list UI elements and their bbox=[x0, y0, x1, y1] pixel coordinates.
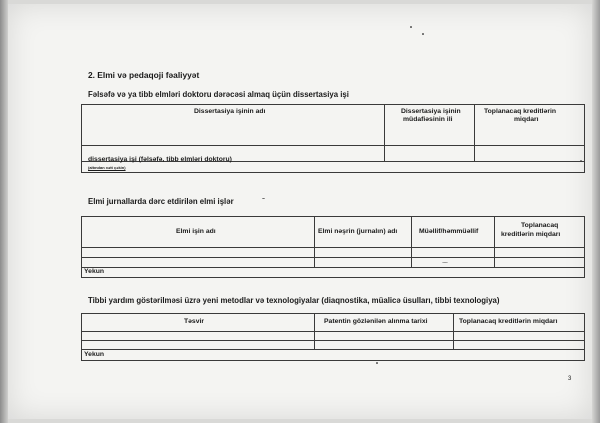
scan-speck bbox=[376, 362, 378, 364]
scan-edge-right bbox=[592, 0, 600, 423]
column-header-journal-name: Elmi nəşrin (jurnalın) adı bbox=[318, 228, 398, 235]
column-header-dissertation-title: Dissertasiya işinin adı bbox=[194, 108, 266, 115]
dissertation-heading: Fəlsəfə və ya tibb elmləri doktoru dərəcəsi almaq üçün dissertasiya işi bbox=[88, 90, 349, 99]
scan-speck bbox=[410, 26, 412, 28]
column-header-defense-year-line-1: Dissertasiya işinin bbox=[401, 108, 461, 115]
section-title: 2. Elmi və pedaqoji fəaliyyət bbox=[88, 70, 200, 80]
scan-edge-left bbox=[0, 0, 8, 423]
scan-speck bbox=[422, 33, 424, 35]
column-header-credits: Toplanacaq kreditlərin miqdarı bbox=[459, 318, 558, 325]
document-page bbox=[8, 4, 592, 419]
medical-heading: Tibbi yardım göstərilməsi üzrə yeni metodlar və texnologiyalar (diaqnostika, müalicə üsulları, tibbi texnologiya) bbox=[88, 296, 500, 305]
column-header-patent-date: Patentin gözlənilən alınma tarixi bbox=[324, 318, 428, 325]
scan-speck bbox=[442, 262, 448, 263]
column-header-credits-line-1: Toplanacaq bbox=[521, 222, 559, 229]
column-header-credits-line-2: kreditlərin miqdarı bbox=[501, 231, 561, 238]
journals-heading: Elmi jurnallarda dərc etdirilən elmi işlər bbox=[88, 197, 234, 206]
page-number: 3 bbox=[568, 376, 572, 382]
scan-speck bbox=[262, 198, 265, 199]
column-header-work-title: Elmi işin adı bbox=[176, 228, 216, 235]
journals-total-label: Yekun bbox=[84, 268, 105, 275]
column-header-author: Müəllif/həmmüəllif bbox=[419, 228, 479, 235]
dissertation-footer-label: dissertasiya işi (fəlsəfə, tibb elmləri doktoru) bbox=[88, 156, 232, 163]
column-header-description: Təsvir bbox=[184, 318, 205, 325]
column-header-credits-line-2: miqdarı bbox=[514, 116, 539, 123]
column-header-defense-year-line-2: müdafiəsinin ili bbox=[403, 116, 453, 123]
dissertation-footer-note: (altından xətt çəkin) bbox=[88, 165, 126, 170]
medical-total-label: Yekun bbox=[84, 351, 105, 358]
column-header-credits-line-1: Toplanacaq kreditlərin bbox=[484, 108, 557, 115]
